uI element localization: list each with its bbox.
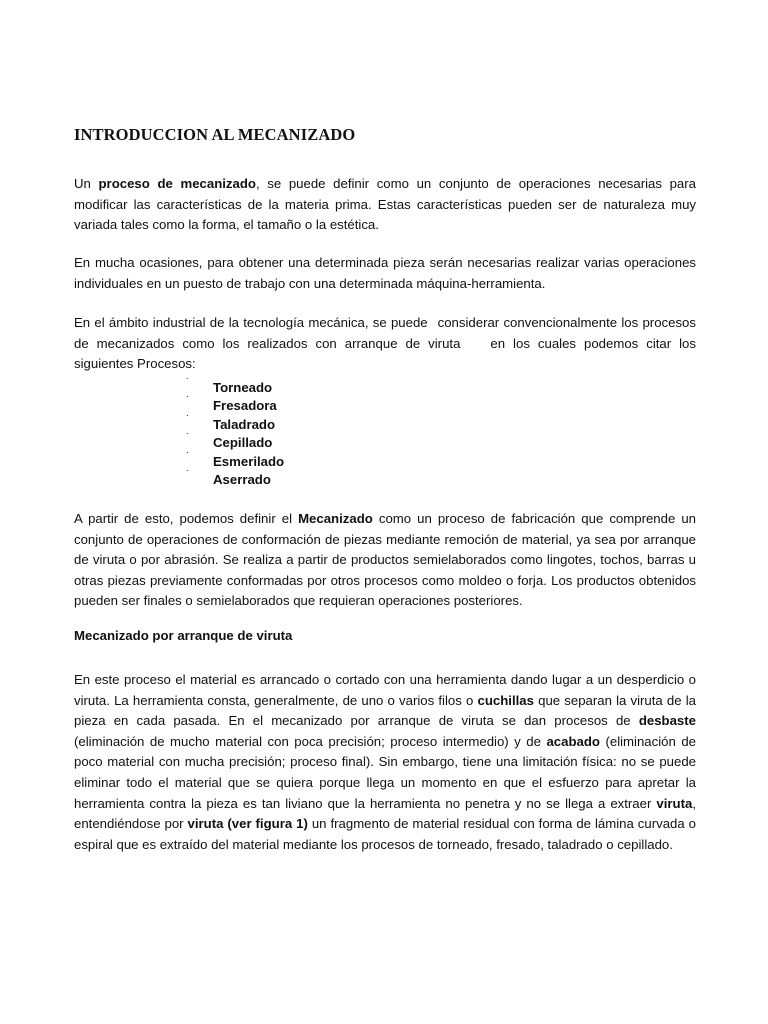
text-run: En este proceso el material es arrancado o cortado con una herramienta dando lugar a un desperdicio o viruta. La herramienta consta, generalmente, de uno o varios filos o — [74, 672, 696, 708]
text-run: , entendiéndose por — [74, 795, 696, 832]
paragraph-industrial — [74, 313, 696, 375]
section-heading: Mecanizado por arranque de viruta — [74, 628, 293, 643]
bold-term: cuchillas — [477, 692, 534, 708]
document-title: INTRODUCCION AL MECANIZADO — [74, 125, 356, 144]
text-run: A partir de esto, podemos definir el — [74, 511, 299, 526]
bold-term: acabado — [546, 733, 600, 749]
bold-term: viruta — [656, 795, 693, 811]
bullet-icon: ˙ — [186, 377, 190, 389]
bullet-icon: ˙ — [186, 432, 190, 445]
process-name: Esmerilado — [213, 453, 285, 469]
text-run: en los cuales podemos citar los siguientes Procesos: — [74, 335, 696, 372]
paragraph-definition — [74, 509, 696, 612]
paragraph-chip-removal — [74, 670, 696, 855]
text-run: , se puede definir como un conjunto de operaciones necesarias para modificar las características de la materia prima. Estas características pueden ser de naturaleza muy variada tales como la forma, el tamaño o la estética. — [74, 176, 696, 233]
text-run: considerar convencionalmente los procesos de mecanizados como los realizados con arranque de viruta — [74, 315, 696, 351]
bullet-icon: ˙ — [186, 450, 190, 463]
text-run: Un — [74, 176, 99, 191]
text-run: como un proceso de fabricación que comprende un conjunto de operaciones de conformación de piezas mediante remoción de material, ya sea por arranque de viruta o por abrasión. Se realiza a partir de productos semielaborados como lingotes, tochos, barras u otras piezas previamente conformadas por otros procesos como moldeo o forja. Los productos obtenidos pueden ser finales o semielaborados que requieran operaciones posteriores. — [74, 511, 697, 609]
bullet-icon: ˙ — [186, 395, 190, 408]
text-run: (eliminación de mucho material con poca precisión; proceso intermedio) y de — [74, 733, 547, 749]
text-run: (eliminación de poco material con mucha precisión; proceso final). Sin embargo, tiene una limitación física: no se puede eliminar todo el material que se quiera porque llega un momento en que el esfuerzo para apretar la herramienta contra la pieza es tan liviano que la herramienta no penetra y no se llega a extraer — [74, 733, 696, 811]
bold-term: viruta (ver figura 1) — [187, 816, 308, 832]
bold-term: desbaste — [638, 713, 696, 729]
bold-term: proceso de mecanizado — [98, 176, 256, 191]
paragraph-operations: En mucha ocasiones, para obtener una determinada pieza serán necesarias realizar varias operaciones individuales en un puesto de trabajo con una determinada máquina-herramienta. — [74, 255, 696, 291]
process-name: Cepillado — [213, 435, 273, 451]
process-name: Aserrado — [213, 471, 271, 487]
text-run: un fragmento de material residual con forma de lámina curvada o espiral que es extraído del material mediante los procesos de torneado, fresado, taladrado o cepillado. — [74, 816, 696, 852]
process-name: Fresadora — [213, 398, 277, 414]
text-run: En el ámbito industrial de la tecnología mecánica, se puede — [74, 315, 428, 330]
paragraph-intro — [74, 174, 696, 236]
bullet-icon: ˙ — [186, 468, 190, 481]
bold-term: Mecanizado — [298, 511, 373, 526]
process-name: Taladrado — [213, 416, 276, 432]
text-run: que separan la viruta de la pieza en cada pasada. En el mecanizado por arranque de viruta se dan procesos de — [74, 692, 697, 729]
bullet-icon: ˙ — [186, 413, 190, 426]
process-name: Torneado — [213, 380, 273, 395]
